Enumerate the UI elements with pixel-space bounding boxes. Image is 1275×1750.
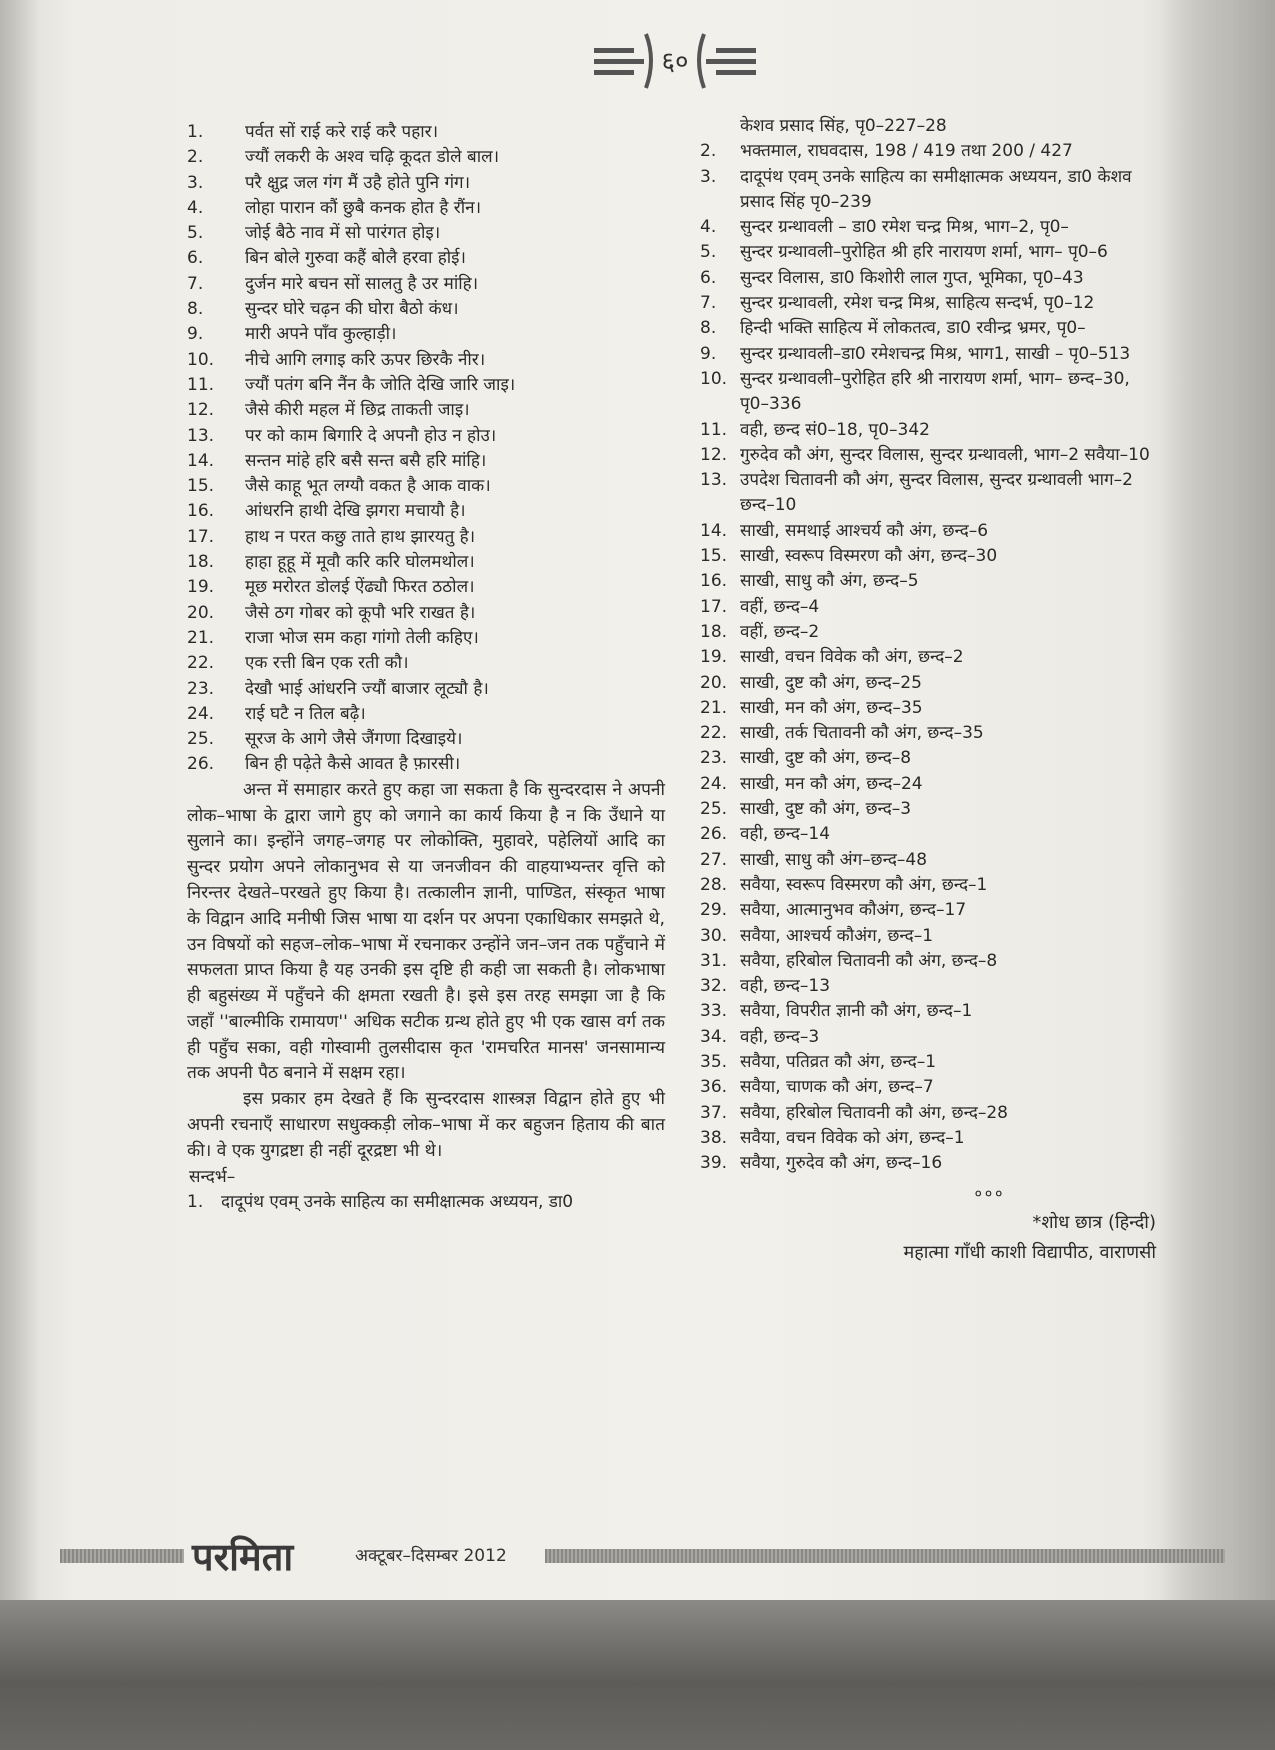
reference-item (700, 797, 1160, 822)
reference-number: 21. (700, 697, 728, 718)
proverb-item (187, 601, 665, 626)
page-fold-shadow (1160, 0, 1275, 1750)
reference-text: सवैया, स्वरूप विस्मरण कौ अंग, छन्द–1 (740, 874, 988, 895)
proverb-number: 6. (187, 248, 204, 269)
reference-item (700, 544, 1160, 569)
page-number: ६० (661, 47, 689, 77)
footer-rule-left (60, 1549, 184, 1563)
reference-number: 34. (700, 1026, 728, 1047)
proverb-text: एक रत्ती बिन एक रती कौ। (245, 653, 409, 674)
reference-item (700, 746, 1160, 771)
reference-number: 1. (187, 1191, 204, 1212)
reference-text: सुन्दर विलास, डा0 किशोरी लाल गुप्त, भूमिका, पृ0–43 (740, 267, 1084, 288)
proverb-text: ज्यौं लकरी के अश्व चढ़ि कूदत डोले बाल। (245, 147, 500, 168)
reference-text: सवैया, गुरुदेव कौ अंग, छन्द–16 (740, 1153, 943, 1174)
proverb-item (187, 145, 665, 170)
reference-text: सवैया, पतिव्रत कौ अंग, छन्द–1 (740, 1051, 937, 1072)
proverb-text: सुन्दर घोरे चढ़न की घोरा बैठो कंध। (245, 299, 459, 320)
proverb-list (187, 120, 665, 778)
proverb-number: 18. (187, 552, 215, 573)
magazine-title: परमिता (192, 1535, 294, 1579)
reference-number: 38. (700, 1127, 728, 1148)
proverb-number: 8. (187, 299, 204, 320)
reference-item (700, 949, 1160, 974)
proverb-item (187, 702, 665, 727)
footer-rule-right (545, 1549, 1225, 1563)
proverb-text: मूछ मरोरत डोलई ऐंढ्यौ फिरत ठठोल। (245, 577, 475, 598)
proverb-item (187, 525, 665, 550)
reference-item (700, 418, 1160, 443)
reference-number: 4. (700, 217, 717, 238)
reference-item (700, 367, 1160, 418)
proverb-item (187, 752, 665, 777)
proverb-number: 3. (187, 172, 204, 193)
reference-item (700, 165, 1160, 216)
proverb-item (187, 499, 665, 524)
reference-text: साखी, वचन विवेक कौ अंग, छन्द–2 (740, 647, 964, 668)
reference-text: उपदेश चितावनी कौ अंग, सुन्दर विलास, सुन्दर ग्रन्थावली भाग–2 छन्द–10 (740, 470, 1133, 516)
reference-text: वही, छन्द–3 (740, 1026, 820, 1047)
proverb-text: जैसे काहू भूत लग्यौ वकत है आक वाक। (245, 476, 491, 497)
reference-text: सुन्दर ग्रन्थावली, रमेश चन्द्र मिश्र, साहित्य सन्दर्भ, पृ0–12 (740, 293, 1095, 314)
proverb-number: 1. (187, 122, 204, 142)
reference-text: दादूपंथ एवम् उनके साहित्य का समीक्षात्मक अध्ययन, डा0 केशव प्रसाद सिंह पृ0–239 (740, 166, 1132, 212)
reference-number: 37. (700, 1102, 728, 1123)
reference-item (700, 873, 1160, 898)
proverb-number: 2. (187, 147, 204, 168)
proverb-number: 12. (187, 400, 215, 421)
left-edge-shadow (0, 0, 40, 1750)
proverb-number: 10. (187, 349, 215, 370)
reference-text: साखी, दुष्ट कौ अंग, छन्द–25 (740, 672, 922, 693)
reference-item (700, 316, 1160, 341)
reference-number: 19. (700, 647, 728, 668)
reference-item (700, 999, 1160, 1024)
reference-item (700, 595, 1160, 620)
proverb-item (187, 373, 665, 398)
reference-text: हिन्दी भक्ति साहित्य में लोकतत्व, डा0 रवीन्द्र भ्रमर, पृ0– (740, 318, 1086, 339)
proverb-item (187, 272, 665, 297)
reference-text: साखी, मन कौ अंग, छन्द–35 (740, 697, 923, 718)
proverb-text: हाहा हूहू में मूवौ करि करि घोलमथोल। (245, 552, 475, 573)
reference-number: 26. (700, 824, 728, 845)
proverb-text: नीचे आगि लगाइ करि ऊपर छिरकै नीर। (245, 349, 486, 370)
end-separator: ००० (974, 1186, 1006, 1203)
reference-number: 16. (700, 571, 728, 592)
proverb-item (187, 398, 665, 423)
reference-text: वहीं, छन्द–2 (740, 621, 820, 642)
reference-number: 6. (700, 267, 717, 288)
proverb-text: पर्वत सों राई करे राई करै पहार। (245, 122, 439, 142)
reference-item (700, 974, 1160, 999)
reference-text: वही, छन्द–13 (740, 976, 831, 997)
right-column (700, 114, 1160, 1268)
references-heading: सन्दर्भ– (189, 1166, 236, 1187)
reference-text: साखी, समथाई आश्चर्य कौ अंग, छन्द–6 (740, 520, 989, 541)
proverb-item (187, 474, 665, 499)
proverb-number: 19. (187, 577, 215, 598)
conclusion-paragraph-1: अन्त में समाहार करते हुए कहा जा सकता है कि सुन्दरदास ने अपनी लोक–भाषा के द्वारा जागे हुए को जगाने का कार्य किया है न कि उँधाने या सुलाने का। इन्होंने जगह–जगह पर लोकोक्ति, मुहावरे, पहेलियों आदि का सुन्दर प्रयोग अपने लोकानुभव से या जनजीवन की वाहयाभ्यन्तर वृत्ति को निरन्तर देखते–परखते हुए किया है। तत्कालीन ज्ञानी, पाण्डित, संस्कृत भाषा के विद्वान आदि मनीषी जिस भाषा या दर्शन पर अपना एकाधिकार समझते थे, उन विषयों को सहज–लोक–भाषा में रचनाकर उन्होंने जन–जन तक पहुँचाने में सफलता प्राप्त किया है यह उनकी इस दृष्टि ही कही जा सकती है। लोकभाषा ही बहुसंख्य में पहुँचने की क्षमता रखती है। इसे इस तरह समझा जा है कि जहाँ ''बाल्मीकि रामायण'' अधिक सटीक ग्रन्थ होते हुए भी एक खास वर्ग तक ही पहुँच सका, वही गोस्वामी तुलसीदास कृत 'रामचरित मानस' जनसामान्य तक अपनी पैठ बनाने में सक्षम रहा। (187, 779, 665, 1084)
proverb-item (187, 449, 665, 474)
reference-number: 18. (700, 621, 728, 642)
reference-number: 7. (700, 293, 717, 314)
reference-item (700, 645, 1160, 670)
conclusion-paragraph-2: इस प्रकार हम देखते हैं कि सुन्दरदास शास्त्रज्ञ विद्वान होते हुए भी अपनी रचनाएँ साधारण सधुक्कड़ी लोक–भाषा में कर बहुजन हिताय की बात की। वे एक युगद्रष्टा ही नहीं दूरद्रष्टा भी थे। (187, 1089, 665, 1161)
reference-number: 31. (700, 950, 728, 971)
proverb-number: 20. (187, 602, 215, 623)
proverb-number: 15. (187, 476, 215, 497)
reference-text: दादूपंथ एवम् उनके साहित्य का समीक्षात्मक अध्ययन, डा0 (221, 1191, 574, 1212)
proverb-item (187, 348, 665, 373)
scan-bottom-shadow (0, 1600, 1275, 1750)
reference-number: 14. (700, 520, 728, 541)
reference-text: गुरुदेव कौ अंग, सुन्दर विलास, सुन्दर ग्रन्थावली, भाग–2 सवैया–10 (740, 444, 1150, 465)
reference-number: 15. (700, 546, 728, 567)
reference-text: वही, छन्द–14 (740, 824, 831, 845)
proverb-text: जैसे ठग गोबर को कूपौ भरि राखत है। (245, 602, 476, 623)
reference-item (700, 924, 1160, 949)
reference-text: सुन्दर ग्रन्थावली–पुरोहित हरि श्री नारायण शर्मा, भाग– छन्द–30, पृ0–336 (740, 368, 1130, 415)
reference-item (700, 215, 1160, 240)
reference-text: वही, छन्द सं0–18, पृ0–342 (740, 419, 930, 440)
reference-item (700, 898, 1160, 923)
reference-item (700, 696, 1160, 721)
proverb-item (187, 221, 665, 246)
reference-text: सुन्दर ग्रन्थावली–पुरोहित श्री हरि नारायण शर्मा, भाग– पृ0–6 (740, 242, 1108, 263)
proverb-text: सूरज के आगे जैसे जैंगणा दिखाइये। (245, 729, 463, 750)
author-institution: महात्मा गाँधी काशी विद्यापीठ, वाराणसी (903, 1241, 1156, 1263)
reference-number: 12. (700, 444, 728, 465)
reference-item (700, 1101, 1160, 1126)
reference-item (700, 822, 1160, 847)
reference-list (700, 139, 1160, 1176)
proverb-number: 5. (187, 223, 204, 244)
reference-text: साखी, मन कौ अंग, छन्द–24 (740, 773, 923, 794)
proverb-text: जोई बैठे नाव में सो पारंगत होइ। (245, 223, 441, 244)
reference-number: 11. (700, 419, 728, 440)
reference-number: 33. (700, 1001, 728, 1022)
reference-number: 23. (700, 748, 728, 769)
proverb-item (187, 246, 665, 271)
reference-text: वहीं, छन्द–4 (740, 596, 820, 617)
reference-item (700, 291, 1160, 316)
proverb-item (187, 322, 665, 347)
proverb-number: 14. (187, 450, 215, 471)
reference-text: सवैया, आश्चर्य कौअंग, छन्द–1 (740, 925, 934, 946)
reference-text: सवैया, हरिबोल चितावनी कौ अंग, छन्द–28 (740, 1102, 1008, 1123)
proverb-text: देखौ भाई आंधरनि ज्यौं बाजार लूट्यौ है। (245, 678, 489, 699)
proverb-number: 11. (187, 374, 215, 395)
proverb-text: राई घटै न तिल बढ़ै। (245, 703, 366, 724)
proverb-item (187, 171, 665, 196)
author-role: *शोध छात्र (हिन्दी) (1032, 1211, 1156, 1233)
proverb-number: 17. (187, 526, 215, 547)
reference-number: 36. (700, 1077, 728, 1098)
reference-number: 9. (700, 343, 717, 364)
reference-text: साखी, दुष्ट कौ अंग, छन्द–8 (740, 748, 912, 769)
reference-number: 22. (700, 723, 728, 744)
proverb-item (187, 120, 665, 145)
proverb-number: 7. (187, 273, 204, 294)
reference-number: 17. (700, 596, 728, 617)
proverb-text: ज्यौं पतंग बनि नैंन कै जोति देखि जारि जाइ। (245, 374, 516, 395)
proverb-number: 16. (187, 501, 215, 522)
reference-item (700, 671, 1160, 696)
left-column (187, 120, 665, 1215)
reference-item (700, 1025, 1160, 1050)
reference-item (700, 139, 1160, 164)
reference-number: 2. (700, 141, 717, 162)
proverb-item (187, 727, 665, 752)
proverb-text: जैसे कीरी महल में छिद्र ताकती जाइ। (245, 400, 470, 421)
reference-item (700, 1126, 1160, 1151)
reference-text: सुन्दर ग्रन्थावली – डा0 रमेश चन्द्र मिश्र, भाग–2, पृ0– (740, 217, 1069, 238)
reference-text: सवैया, हरिबोल चितावनी कौ अंग, छन्द–8 (740, 950, 998, 971)
reference-item (700, 848, 1160, 873)
proverb-item (187, 297, 665, 322)
reference-number: 3. (700, 166, 717, 187)
reference-text: सवैया, चाणक कौ अंग, छन्द–7 (740, 1077, 934, 1098)
proverb-item (187, 651, 665, 676)
issue-date: अक्टूबर–दिसम्बर 2012 (355, 1546, 507, 1566)
reference-item (187, 1190, 665, 1215)
reference-item (700, 519, 1160, 544)
proverb-text: परै क्षुद्र जल गंग मैं उहै होते पुनि गंग। (245, 172, 471, 193)
reference-number: 8. (700, 318, 717, 339)
reference-number: 32. (700, 976, 728, 997)
proverb-text: लोहा पारान कौं छुबै कनक होत है रौंन। (245, 197, 482, 218)
proverb-number: 22. (187, 653, 215, 674)
reference-item (700, 443, 1160, 468)
proverb-text: दुर्जन मारे बचन सों सालतु है उर मांहि। (245, 273, 479, 294)
proverb-number: 13. (187, 425, 215, 446)
proverb-text: बिन ही पढ़ेते कैसे आवत है फ़ारसी। (245, 754, 461, 775)
reference-text: साखी, स्वरूप विस्मरण कौ अंग, छन्द–30 (740, 546, 998, 567)
reference-number: 5. (700, 242, 717, 263)
proverb-number: 25. (187, 729, 215, 750)
reference-number: 10. (700, 368, 728, 389)
reference-item (700, 1075, 1160, 1100)
proverb-number: 4. (187, 197, 204, 218)
proverb-text: राजा भोज सम कहा गांगो तेली कहिए। (245, 627, 479, 648)
reference-item (700, 240, 1160, 265)
reference-text: सवैया, विपरीत ज्ञानी कौ अंग, छन्द–1 (740, 1001, 973, 1022)
reference-continuation: केशव प्रसाद सिंह, पृ0–227–28 (740, 116, 947, 136)
proverb-number: 26. (187, 754, 215, 775)
proverb-item (187, 550, 665, 575)
proverb-number: 23. (187, 678, 215, 699)
reference-text: साखी, दुष्ट कौ अंग, छन्द–3 (740, 799, 912, 820)
reference-number: 28. (700, 874, 728, 895)
reference-item (700, 772, 1160, 797)
proverb-text: बिन बोले गुरुवा कहैं बोलै हरवा होई। (245, 248, 466, 269)
reference-item (700, 342, 1160, 367)
reference-number: 13. (700, 470, 728, 491)
reference-item (700, 620, 1160, 645)
reference-text: सुन्दर ग्रन्थावली–डा0 रमेशचन्द्र मिश्र, भाग1, साखी – पृ0–513 (740, 343, 1131, 364)
reference-text: सवैया, वचन विवेक को अंग, छन्द–1 (740, 1127, 965, 1148)
reference-text: साखी, तर्क चितावनी कौ अंग, छन्द–35 (740, 723, 984, 744)
reference-number: 30. (700, 925, 728, 946)
proverb-number: 24. (187, 703, 215, 724)
proverb-item (187, 677, 665, 702)
page-number-ornament (590, 30, 760, 92)
proverb-text: हाथ न परत कछु ताते हाथ झारयतु है। (245, 526, 476, 547)
proverb-item (187, 626, 665, 651)
reference-item (700, 721, 1160, 746)
reference-item (700, 569, 1160, 594)
reference-number: 35. (700, 1051, 728, 1072)
reference-number: 24. (700, 773, 728, 794)
reference-item (700, 1151, 1160, 1176)
proverb-text: पर को काम बिगारि दे अपनौ होउ न होउ। (245, 425, 497, 446)
reference-number: 39. (700, 1153, 728, 1174)
proverb-number: 9. (187, 324, 204, 345)
reference-number: 29. (700, 900, 728, 921)
proverb-text: सन्तन मांहे हरि बसै सन्त बसै हरि मांहि। (245, 450, 487, 471)
proverb-item (187, 575, 665, 600)
reference-number: 20. (700, 672, 728, 693)
reference-item (700, 266, 1160, 291)
proverb-text: मारी अपने पाँव कुल्हाड़ी। (245, 324, 397, 345)
reference-item (700, 1050, 1160, 1075)
reference-text: सवैया, आत्मानुभव कौअंग, छन्द–17 (740, 900, 967, 921)
proverb-item (187, 196, 665, 221)
reference-text: साखी, साधु कौ अंग–छन्द–48 (740, 849, 928, 870)
reference-item (700, 468, 1160, 519)
proverb-number: 21. (187, 627, 215, 648)
proverb-text: आंधरनि हाथी देखि झगरा मचायौ है। (245, 501, 466, 522)
reference-text: साखी, साधु कौ अंग, छन्द–5 (740, 571, 919, 592)
reference-text: भक्तमाल, राघवदास, 198 / 419 तथा 200 / 427 (740, 141, 1073, 162)
reference-number: 27. (700, 849, 728, 870)
reference-number: 25. (700, 799, 728, 820)
proverb-item (187, 424, 665, 449)
